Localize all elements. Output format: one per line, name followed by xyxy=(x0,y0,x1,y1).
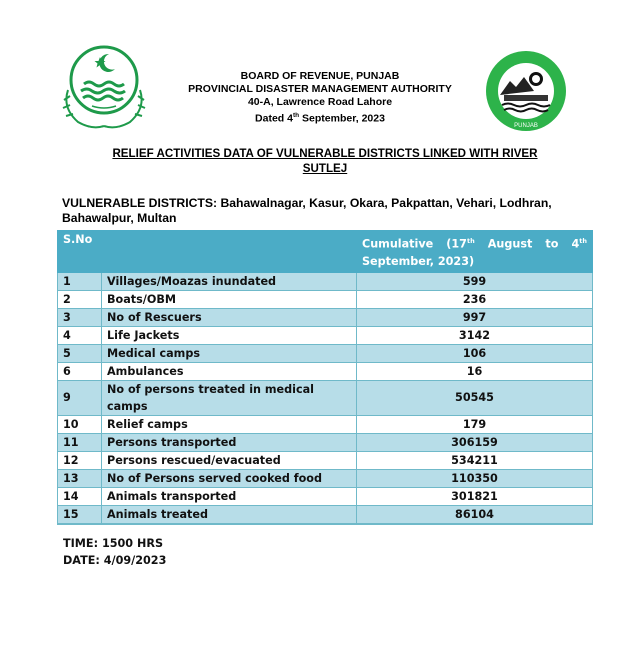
table-row xyxy=(58,415,593,433)
table-row xyxy=(58,308,593,326)
cell-value: 306159 xyxy=(357,433,593,451)
cell-value: 534211 xyxy=(357,451,593,469)
table-row xyxy=(58,272,593,290)
table-row xyxy=(58,362,593,380)
cell-description: Animals treated xyxy=(102,505,357,524)
punjab-government-emblem xyxy=(54,40,154,132)
districts-list: Bahawalnagar, Kasur, Okara, Pakpattan, Vehari, Lodhran, Bahawalpur, Multan xyxy=(62,196,552,225)
cell-value: 3142 xyxy=(357,326,593,344)
cell-sno: 12 xyxy=(58,451,102,469)
table-header-row xyxy=(58,231,593,273)
cell-description: Animals transported xyxy=(102,487,357,505)
cell-value: 179 xyxy=(357,415,593,433)
cell-sno: 14 xyxy=(58,487,102,505)
table-row xyxy=(58,344,593,362)
table-row xyxy=(58,469,593,487)
cell-value: 236 xyxy=(357,290,593,308)
dated: Dated 4th September, 2023 xyxy=(255,112,385,125)
cell-description: Persons rescued/evacuated xyxy=(102,451,357,469)
cell-value: 997 xyxy=(357,308,593,326)
cell-value: 110350 xyxy=(357,469,593,487)
cell-sno: 10 xyxy=(58,415,102,433)
address: 40-A, Lawrence Road Lahore xyxy=(247,96,393,108)
table-row xyxy=(58,380,593,415)
cell-value: 106 xyxy=(357,344,593,362)
cell-sno: 3 xyxy=(58,308,102,326)
table-row xyxy=(58,505,593,524)
cell-description: No of persons treated in medical camps xyxy=(102,380,357,415)
org-name: BOARD OF REVENUE, PUNJAB xyxy=(240,70,400,82)
letterhead xyxy=(150,70,490,126)
cell-description: Relief camps xyxy=(102,415,357,433)
cell-value: 599 xyxy=(357,272,593,290)
table-row xyxy=(58,487,593,505)
districts-label: VULNERABLE DISTRICTS: xyxy=(62,196,218,210)
report-footer xyxy=(63,535,166,569)
cell-sno: 13 xyxy=(58,469,102,487)
pdma-punjab-logo xyxy=(478,49,574,133)
cell-sno: 2 xyxy=(58,290,102,308)
document-title: RELIEF ACTIVITIES DATA OF VULNERABLE DISTRICTS LINKED WITH RIVER SUTLEJ xyxy=(112,147,538,175)
report-date: DATE: 4/09/2023 xyxy=(63,554,167,567)
table-row xyxy=(58,326,593,344)
authority-name: PROVINCIAL DISASTER MANAGEMENT AUTHORITY xyxy=(188,83,452,95)
column-header-sno: S.No xyxy=(58,231,357,273)
svg-text:PUNJAB: PUNJAB xyxy=(514,123,538,129)
cell-sno: 15 xyxy=(58,505,102,524)
cell-value: 16 xyxy=(357,362,593,380)
column-header-cumulative: Cumulative (17th August to 4th September, 2023) xyxy=(357,231,593,273)
report-time: TIME: 1500 HRS xyxy=(63,537,164,550)
cell-description: No of Persons served cooked food xyxy=(102,469,357,487)
cell-sno: 1 xyxy=(58,272,102,290)
cell-sno: 11 xyxy=(58,433,102,451)
vulnerable-districts xyxy=(62,196,592,226)
cell-description: Villages/Moazas inundated xyxy=(102,272,357,290)
cell-sno: 4 xyxy=(58,326,102,344)
cell-description: Medical camps xyxy=(102,344,357,362)
cell-value: 50545 xyxy=(357,380,593,415)
cell-sno: 9 xyxy=(58,380,102,415)
table-row xyxy=(58,290,593,308)
cell-description: Ambulances xyxy=(102,362,357,380)
cell-description: Persons transported xyxy=(102,433,357,451)
cell-description: Boats/OBM xyxy=(102,290,357,308)
cell-value: 86104 xyxy=(357,505,593,524)
table-row xyxy=(58,451,593,469)
cell-sno: 5 xyxy=(58,344,102,362)
table-row xyxy=(58,433,593,451)
relief-activities-table xyxy=(57,230,593,525)
cell-sno: 6 xyxy=(58,362,102,380)
cell-description: No of Rescuers xyxy=(102,308,357,326)
cell-value: 301821 xyxy=(357,487,593,505)
cell-description: Life Jackets xyxy=(102,326,357,344)
